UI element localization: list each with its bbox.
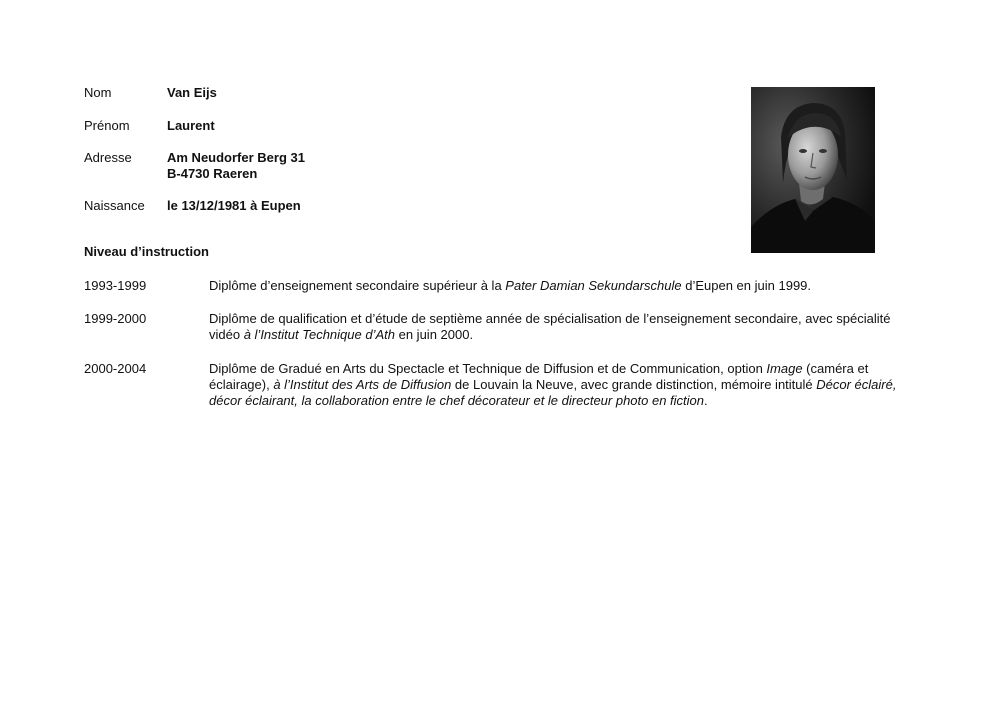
edu-desc-3-part7: .	[704, 393, 708, 408]
adresse-value	[167, 150, 305, 182]
edu-desc-3-part3: (caméra et éclairage),	[209, 361, 869, 392]
edu-desc-1-part3: d’Eupen en juin 1999.	[681, 278, 812, 293]
naissance-label: Naissance	[84, 198, 145, 213]
edu-desc-1-part1: Diplôme d’enseignement secondaire supérieur à la	[209, 278, 506, 293]
edu-desc-3-school: à l’Institut des Arts de Diffusion	[273, 377, 452, 392]
adresse-line1: Am Neudorfer Berg 31	[167, 150, 305, 165]
adresse-label: Adresse	[84, 150, 132, 165]
edu-desc-3	[209, 361, 909, 409]
edu-desc-2	[209, 311, 909, 343]
naissance-value: le 13/12/1981 à Eupen	[167, 198, 301, 213]
edu-desc-3-part1: Diplôme de Gradué en Arts du Spectacle et Technique de Diffusion et de Communication, option	[209, 361, 767, 376]
edu-years-2: 1999-2000	[84, 311, 147, 326]
edu-years-3: 2000-2004	[84, 361, 147, 376]
education-heading: Niveau d’instruction	[84, 244, 209, 259]
adresse-line2: B-4730 Raeren	[167, 166, 258, 181]
edu-desc-3-thesis-title: Décor éclairé, décor éclairant, la collaboration entre le chef décorateur et le directeur photo en fiction	[209, 377, 897, 408]
prenom-value: Laurent	[167, 118, 215, 133]
nom-value: Van Eijs	[167, 85, 217, 100]
nom-label: Nom	[84, 85, 112, 100]
edu-desc-1	[209, 278, 909, 294]
edu-desc-2-part1: Diplôme de qualification et d’étude de septième année de spécialisation de l’enseignement secondaire, avec spécialité vidéo	[209, 311, 891, 342]
edu-desc-2-part3: en juin 2000.	[395, 327, 474, 342]
edu-desc-1-school: Pater Damian Sekundarschule	[505, 278, 682, 293]
edu-years-1: 1993-1999	[84, 278, 147, 293]
edu-desc-3-part5: de Louvain la Neuve, avec grande distinction, mémoire intitulé	[451, 377, 817, 392]
edu-desc-2-school: à l’Institut Technique d’Ath	[243, 327, 395, 342]
edu-desc-3-option: Image	[766, 361, 803, 376]
portrait-photo	[751, 87, 875, 253]
prenom-label: Prénom	[84, 118, 130, 133]
